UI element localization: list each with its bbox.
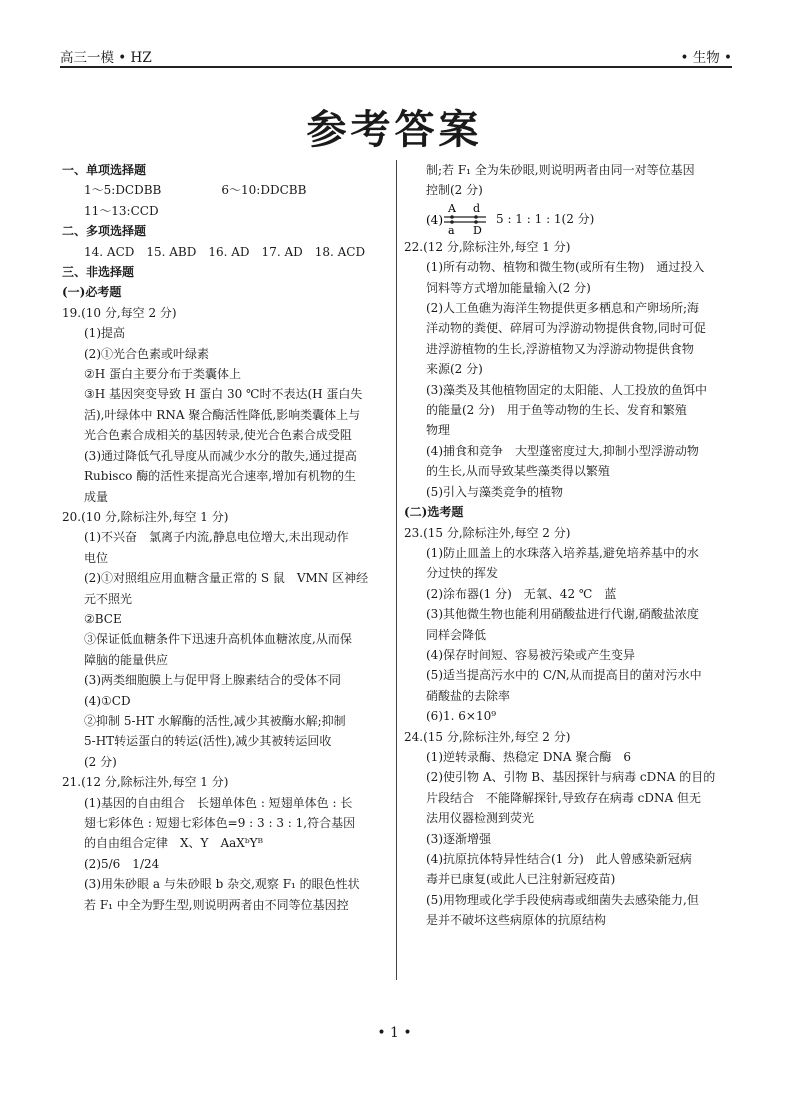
answer-line: (3)逐渐增强 <box>426 831 491 846</box>
answer-line: 制;若 F₁ 全为朱砂眼,则说明两者由同一对等位基因 <box>426 163 695 177</box>
answer-line: 法用仪器检测到荧光 <box>426 811 535 826</box>
answer-line: 障脑的能量供应 <box>84 652 169 667</box>
answer-line: 11～13:CCD <box>84 203 159 218</box>
answer-line: (1)提高 <box>84 326 125 341</box>
chromosome-diagram-graphic <box>426 201 496 237</box>
answer-line: 的能量(2 分) 用于鱼等动物的生长、发育和繁殖 <box>426 403 687 418</box>
answer-line: 控制(2 分) <box>426 183 483 198</box>
answer-line: (4)①CD <box>84 693 131 708</box>
answer-line: 一、单项选择题 <box>62 163 147 177</box>
answer-line: 来源(2 分) <box>426 362 483 377</box>
right-column-main <box>404 237 728 931</box>
locus-dot <box>474 215 478 219</box>
answer-line: 的生长,从而导致某些藻类得以繁殖 <box>426 464 610 479</box>
answer-line: ②BCE <box>84 611 122 626</box>
answer-line: 若 F₁ 中全为野生型,则说明两者由不同等位基因控 <box>84 897 349 912</box>
answer-line: 洋动物的粪便、碎屑可为浮游动物提供食物,同时可促 <box>426 321 706 336</box>
answer-line: 的自由组合定律 X、Y AaXᵇYᴮ <box>84 836 264 851</box>
answer-line: 光合色素合成相关的基因转录,使光合色素合成受阻 <box>84 428 352 443</box>
answer-line: (3)通过降低气孔导度从而减少水分的散失,通过提高 <box>84 448 357 463</box>
answer-line: Rubisco 酶的活性来提高光合速率,增加有机物的生 <box>84 469 357 484</box>
answer-line: (3)藻类及其他植物固定的太阳能、人工投放的鱼饵中 <box>426 382 708 397</box>
answer-line: (5)用物理或化学手段使病毒或细菌失去感染能力,但 <box>426 892 699 907</box>
answer-line: ③H 基因突变导致 H 蛋白 30 ℃时不表达(H 蛋白失 <box>84 387 363 402</box>
answer-line: (5)适当提高污水中的 C/N,从而提高目的菌对污水中 <box>426 668 702 683</box>
column-divider <box>396 160 397 980</box>
answer-line: ②抑制 5-HT 水解酶的活性,减少其被酶水解;抑制 <box>84 713 346 728</box>
right-column-top <box>404 160 728 201</box>
answer-line: (2)人工鱼礁为海洋生物提供更多栖息和产卵场所;海 <box>426 301 700 316</box>
answer-line: 21.(12 分,除标注外,每空 1 分) <box>62 775 229 790</box>
answer-line: 元不照光 <box>84 591 133 606</box>
answer-line: (2)①光合色素或叶绿素 <box>84 346 209 361</box>
answer-line: (一)必考题 <box>62 285 122 300</box>
allele-top-1: A <box>448 201 456 215</box>
header-right: • 生物 • <box>680 50 732 66</box>
page-number: • 1 • <box>377 1025 412 1041</box>
answer-line: 硝酸盐的去除率 <box>426 688 511 703</box>
answer-line: (1)所有动物、植物和微生物(或所有生物) 通过投入 <box>426 260 705 275</box>
allele-bottom-2: D <box>473 223 482 237</box>
answer-line: 毒并已康复(或此人已注射新冠疫苗) <box>426 872 616 887</box>
answer-line: (2)①对照组应用血糖含量正常的 S 鼠 VMN 区神经 <box>84 571 369 586</box>
locus-dot <box>450 215 454 219</box>
answer-line: (3)用朱砂眼 a 与朱砂眼 b 杂交,观察 F₁ 的眼色性状 <box>84 877 360 892</box>
answer-line: ②H 蛋白主要分布于类囊体上 <box>84 367 242 382</box>
answer-line: (1)基因的自由组合 长翅单体色 : 短翅单体色 : 长 <box>84 795 353 810</box>
answer-line: 1～5:DCDBB 6～10:DDCBB <box>84 183 307 198</box>
answer-line: (二)选考题 <box>404 505 464 520</box>
right-column <box>404 160 728 931</box>
answer-line: (3)两类细胞膜上与促甲肾上腺素结合的受体不同 <box>84 673 341 688</box>
answer-line: (4)捕食和竞争 大型蓬密度过大,抑制小型浮游动物 <box>426 443 699 458</box>
page-title: 参考答案 <box>306 107 483 153</box>
answer-line: (3)其他微生物也能利用硝酸盐进行代谢,硝酸盐浓度 <box>426 607 699 622</box>
allele-top-2: d <box>473 201 481 215</box>
answer-line: (4)抗原抗体特异性结合(1 分) 此人曾感染新冠病 <box>426 852 692 866</box>
answer-line: 是并不破坏这些病原体的抗原结构 <box>426 913 607 928</box>
answer-line: 24.(15 分,除标注外,每空 2 分) <box>404 729 571 744</box>
answer-line: 5-HT转运蛋白的转运(活性),减少其被转运回收 <box>84 734 332 749</box>
answer-line: 进浮游植物的生长,浮游植物又为浮游动物提供食物 <box>426 341 694 356</box>
page-header <box>60 46 732 66</box>
answer-line: (1)防止皿盖上的水珠落入培养基,避免培养基中的水 <box>426 545 699 560</box>
answer-line: (4)保存时间短、容易被污染或产生变异 <box>426 647 635 662</box>
answer-line: 二、多项选择题 <box>62 224 147 239</box>
answer-line: 物理 <box>426 423 451 438</box>
answer-line: 同样会降低 <box>426 627 487 642</box>
answer-line: 20.(10 分,除标注外,每空 1 分) <box>62 509 229 524</box>
answer-line: 饲料等方式增加能量输入(2 分) <box>426 280 591 295</box>
chromosome-diagram <box>404 201 728 237</box>
answer-line: 22.(12 分,除标注外,每空 1 分) <box>404 239 571 254</box>
answer-line: 活),叶绿体中 RNA 聚合酶活性降低,影响类囊体上与 <box>84 407 361 422</box>
answer-line: (2)涂布器(1 分) 无氧、42 ℃ 蓝 <box>426 586 617 601</box>
answer-line: 片段结合 不能降解探针,导致存在病毒 cDNA 但无 <box>426 790 701 805</box>
answer-line: 分过快的挥发 <box>426 566 499 581</box>
answer-line: 翅七彩体色 : 短翅七彩体色=9 : 3 : 3 : 1,符合基因 <box>84 816 356 830</box>
answer-line: ③保证低血糖条件下迅速升高机体血糖浓度,从而保 <box>84 632 352 647</box>
left-column <box>62 160 392 915</box>
answer-line: 14. ACD 15. ABD 16. AD 17. AD 18. ACD <box>84 244 366 259</box>
answer-line: (5)引入与藻类竞争的植物 <box>426 484 563 499</box>
answer-line: 23.(15 分,除标注外,每空 2 分) <box>404 525 571 540</box>
answer-line: (6)1. 6×10⁹ <box>426 709 497 724</box>
diagram-ratio: 5 : 1 : 1 : 1(2 分) <box>496 211 595 226</box>
allele-bottom-1: a <box>448 223 455 237</box>
answer-line: 电位 <box>84 550 109 565</box>
answer-line: (1)不兴奋 氯离子内流,静息电位增大,未出现动作 <box>84 530 349 545</box>
header-rule <box>60 66 732 68</box>
answer-line: (2 分) <box>84 754 117 769</box>
header-left: 高三一模 • HZ <box>60 50 152 66</box>
answer-line: (2)5/6 1/24 <box>84 856 160 871</box>
answer-line: 成量 <box>84 489 109 504</box>
answer-line: (2)使引物 A、引物 B、基因探针与病毒 cDNA 的目的 <box>426 770 716 785</box>
answer-line: (1)逆转录酶、热稳定 DNA 聚合酶 6 <box>426 749 632 764</box>
answer-line: 三、非选择题 <box>62 265 135 280</box>
diagram-prefix: (4) <box>426 212 443 227</box>
answer-line: 19.(10 分,每空 2 分) <box>62 305 177 320</box>
